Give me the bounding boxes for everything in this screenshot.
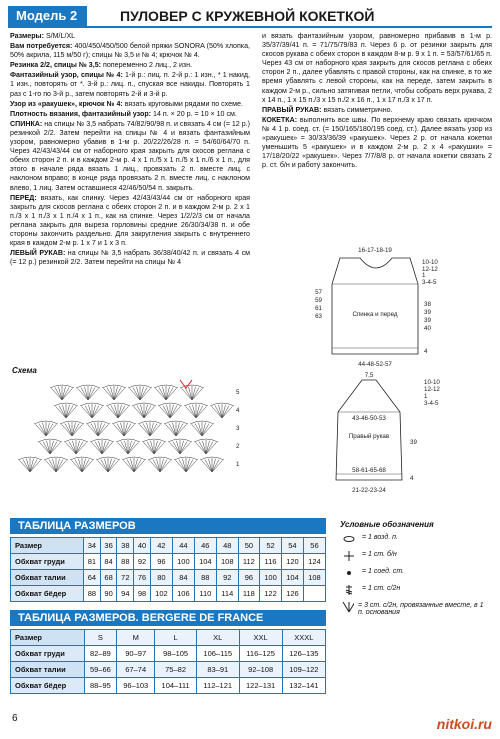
- table-cell: 84: [100, 554, 117, 570]
- sleeve-center-label: Правый рукав: [348, 433, 390, 440]
- legend-item: [340, 534, 490, 546]
- svg-text:7,5: 7,5: [364, 372, 374, 379]
- left-paragraph: [10, 61, 250, 70]
- front-bottom-width: 44-48-52-57: [358, 361, 392, 368]
- legend: [340, 520, 490, 621]
- left-paragraph: [10, 42, 250, 60]
- chart-row-number: 5: [236, 389, 240, 396]
- chart-row-number: 1: [236, 461, 240, 468]
- table-cell: 114: [216, 586, 238, 602]
- table-row: [11, 678, 326, 694]
- size-table-2-title: ТАБЛИЦА РАЗМЕРОВ. BERGERE DE FRANCE: [10, 610, 326, 626]
- table-cell: 67–74: [117, 662, 155, 678]
- table-cell: 132–141: [282, 678, 325, 694]
- page-number: 6: [12, 713, 18, 724]
- crochet-symbol-icon: [340, 534, 358, 546]
- paragraph-text: 400/450/450/500 белой пряжи SONORA (50% хлопка, 50% акрила, 115 м/50 г); спицы № 3,5 и № 4; крючок № 4.: [10, 42, 250, 60]
- table-row: [11, 646, 326, 662]
- table-cell: 83–91: [196, 662, 239, 678]
- paragraph-heading: СПИНКА:: [10, 119, 43, 128]
- model-label: Модель 2: [8, 6, 87, 26]
- svg-text:4: 4: [410, 475, 414, 482]
- table-cell: 108: [216, 554, 238, 570]
- schema-title: Схема: [12, 366, 37, 375]
- header-cell: Размер: [11, 630, 85, 646]
- table-cell: 88: [117, 554, 134, 570]
- paragraph-text: выполнить все швы. По верхнему краю связать крючком № 4 1 р. соед. ст. (= 150/165/180/195 соед. ст.). Далее вязать узор из «ракушек» = 30/33/36/39 «ракушек». Через 2 р. от начала кокетки уменьшить 5 «ракушек» и в каждом 2-м р. 2 х 4 «ракушки» = 17/18/20/22 «ракушек». Через 7/7/8/8 р. от начала кокетки связать 2 р. ст. б/н и работу закончить.: [262, 115, 492, 170]
- table-cell: 124: [303, 554, 325, 570]
- row-label: Обхват талии: [11, 570, 84, 586]
- crochet-symbol-icon: [340, 602, 354, 614]
- table-row: [11, 538, 326, 554]
- right-text-column: [262, 32, 492, 171]
- table-cell: 120: [281, 554, 303, 570]
- table-cell: 98: [134, 586, 151, 602]
- table-cell: 126–135: [282, 646, 325, 662]
- header-cell: M: [117, 630, 155, 646]
- svg-text:61: 61: [315, 305, 322, 312]
- table-cell: 36: [100, 538, 117, 554]
- table-cell: 106–115: [196, 646, 239, 662]
- paragraph-heading: Плотность вязания, фантазийный узор:: [10, 109, 152, 118]
- svg-text:59: 59: [315, 297, 322, 304]
- table-cell: 90: [100, 586, 117, 602]
- table-cell: 92: [134, 554, 151, 570]
- table-cell: 92–108: [239, 662, 282, 678]
- table-cell: 76: [134, 570, 151, 586]
- legend-item: [340, 585, 490, 597]
- svg-text:3-4-5: 3-4-5: [424, 400, 439, 407]
- table-cell: 75–82: [155, 662, 197, 678]
- legend-text: = 1 соед. ст.: [362, 568, 405, 575]
- svg-text:63: 63: [315, 313, 322, 320]
- crochet-shell-chart: [10, 376, 250, 486]
- header-cell: XL: [196, 630, 239, 646]
- table-cell: 96–103: [117, 678, 155, 694]
- size-table-2: [10, 610, 326, 694]
- header-cell: XXXL: [282, 630, 325, 646]
- chart-row-number: 3: [236, 425, 240, 432]
- page-title: ПУЛОВЕР С КРУЖЕВНОЙ КОКЕТКОЙ: [120, 8, 375, 24]
- table-cell: 122–131: [239, 678, 282, 694]
- svg-text:12-12: 12-12: [424, 386, 440, 393]
- chart-row-number: 2: [236, 443, 240, 450]
- svg-text:21-22-23-24: 21-22-23-24: [352, 487, 386, 494]
- table-cell: 98–105: [155, 646, 197, 662]
- legend-text: = 1 возд. п.: [362, 534, 398, 541]
- legend-title: Условные обозначения: [340, 520, 434, 529]
- svg-text:39: 39: [424, 309, 431, 316]
- table-cell: 112–121: [196, 678, 239, 694]
- chart-row-number: 4: [236, 407, 240, 414]
- table-cell: 48: [216, 538, 238, 554]
- table-cell: 96: [238, 570, 259, 586]
- table-cell: 96: [150, 554, 172, 570]
- paragraph-text: 14 п. × 20 р. = 10 × 10 см.: [151, 109, 237, 118]
- paragraph-heading: ПРАВЫЙ РУКАВ:: [262, 105, 322, 114]
- table-cell: 42: [150, 538, 172, 554]
- crochet-symbol-icon: [340, 585, 358, 597]
- left-paragraph: [10, 32, 250, 41]
- table-cell: 92: [216, 570, 238, 586]
- table-cell: 126: [281, 586, 303, 602]
- row-label: Обхват груди: [11, 646, 85, 662]
- paragraph-text: вязать симметрично.: [321, 105, 393, 114]
- table-row: [11, 570, 326, 586]
- paragraph-heading: Узор из «ракушек», крючок № 4:: [10, 99, 123, 108]
- table-cell: 46: [194, 538, 216, 554]
- table-cell: 88: [194, 570, 216, 586]
- svg-text:39: 39: [424, 317, 431, 324]
- paragraph-heading: ПЕРЕД:: [10, 193, 37, 202]
- table-cell: 72: [117, 570, 134, 586]
- paragraph-heading: Размеры:: [10, 32, 44, 40]
- table-row: [11, 662, 326, 678]
- right-paragraph: [262, 116, 492, 171]
- paragraph-text: S/M/L/XL: [43, 32, 76, 40]
- table-row: [11, 586, 326, 602]
- paragraph-text: попеременно 2 лиц., 2 изн.: [101, 61, 193, 70]
- paragraph-text: и вязать фантазийным узором, равномерно прибавив в 1-м р. 35/37/39/41 п. = 71/75/79/83 п. Через 6 р. от резинки закрыть для скосов рукава с обеих сторон в каждом 8-м р. 9 х 1 п. = 53/57/61/65 п. Через 43 см от наборного края закрыть для скосов реглана с обеих сторон 2 п., далее убавлять с правой стороны, как на спинке, в то же время убавлять с левой стороны, как на переде, затем закрыть в каждом 2-м р., сильно затягивая петли, чтобы собрать верх рукава, 2 х 14 п., 1 х 15 п./3 х 15 п./2 х 16 п., 1 х 17 п./3 х 17 п.: [262, 32, 492, 104]
- table-cell: 108: [303, 570, 325, 586]
- table-cell: 54: [281, 538, 303, 554]
- table-cell: 100: [172, 554, 194, 570]
- table-cell: 116–125: [239, 646, 282, 662]
- table-cell: 104–111: [155, 678, 197, 694]
- row-label: Обхват груди: [11, 554, 84, 570]
- table-cell: 88: [84, 586, 101, 602]
- table-cell: 104: [194, 554, 216, 570]
- size-table-1-title: ТАБЛИЦА РАЗМЕРОВ: [10, 518, 326, 534]
- svg-text:58-61-65-68: 58-61-65-68: [352, 467, 386, 474]
- table-cell: 40: [134, 538, 151, 554]
- table-cell: 81: [84, 554, 101, 570]
- table-cell: 52: [260, 538, 282, 554]
- svg-text:4: 4: [424, 348, 428, 355]
- table-cell: 56: [303, 538, 325, 554]
- legend-text: = 3 ст. с/2н, провязанные вместе, в 1 п. основания: [358, 602, 484, 616]
- paragraph-heading: Резинка 2/2, спицы № 3,5:: [10, 61, 102, 70]
- svg-text:1: 1: [422, 272, 426, 279]
- row-label: Обхват талии: [11, 662, 85, 678]
- left-text-column: [10, 32, 250, 268]
- paragraph-text: вязать круговыми рядами по схеме.: [122, 99, 243, 108]
- paragraph-text: на спицы № 3,5 набрать 36/38/40/42 п. и связать 4 см (= 12 р.) резинкой 2/2. Затем перейти на спицы № 4: [10, 249, 250, 267]
- sleeve-pattern-diagram: [300, 372, 460, 500]
- table-cell: 90–97: [117, 646, 155, 662]
- front-center-label: Спинка и перед: [352, 311, 398, 318]
- table-cell: 94: [117, 586, 134, 602]
- svg-text:39: 39: [410, 439, 417, 446]
- svg-text:3-4-5: 3-4-5: [422, 279, 437, 286]
- crochet-symbol-icon: [340, 551, 358, 563]
- table-cell: 82–89: [84, 646, 117, 662]
- paragraph-heading: КОКЕТКА:: [262, 115, 298, 124]
- sleeve-outline: [336, 380, 402, 480]
- table-cell: 68: [100, 570, 117, 586]
- svg-text:10-10: 10-10: [424, 379, 440, 386]
- header-cell: L: [155, 630, 197, 646]
- crochet-symbol-icon: [340, 568, 358, 580]
- left-paragraph: [10, 249, 250, 267]
- page-header: [8, 6, 492, 28]
- front-back-pattern-diagram: [300, 244, 450, 374]
- watermark: nitkoi.ru: [436, 716, 492, 732]
- front-back-outline: [332, 258, 418, 354]
- table-cell: 80: [150, 570, 172, 586]
- table-cell: 100: [260, 570, 282, 586]
- table-cell: 118: [238, 586, 259, 602]
- table-cell: 110: [194, 586, 216, 602]
- size-table-1: [10, 518, 326, 602]
- table-cell: 112: [238, 554, 259, 570]
- paragraph-heading: Фантазийный узор, спицы № 4:: [10, 71, 123, 80]
- table-cell: 44: [172, 538, 194, 554]
- svg-text:12-12: 12-12: [422, 266, 438, 273]
- table-cell: 116: [260, 554, 282, 570]
- left-paragraph: [10, 194, 250, 249]
- table-cell: 50: [238, 538, 259, 554]
- table-cell: 84: [172, 570, 194, 586]
- table-cell: 59–66: [84, 662, 117, 678]
- legend-item: [340, 568, 490, 580]
- svg-text:57: 57: [315, 289, 322, 296]
- left-paragraph: [10, 120, 250, 193]
- table-cell: 106: [172, 586, 194, 602]
- paragraph-text: на спицы № 3,5 набрать 74/82/90/98 п. и связать 4 см (= 12 р.) резинкой 2/2. Затем перейти на спицы № 4 и вязать фантазийным узором, равномерно убавив в 1-м р. 20/22/26/28 п. = 54/60/64/70 п. Через 42/43/43/44 см от наборного края закрыть для скосов реглана с обеих сторон 2 п. и в каждом 2-м р. 4 х 1 п./5 х 1 п./5 х 1 п./6 х 1 п., для этого в начале ряда вязать 1 лиц., провязать 2 п. вместе лиц. с наклоном вправо; в конце ряда провязать 2 п. вместе лиц. с наклоном влево, 1 лиц. Затем оставшиеся 42/46/50/54 п. закрыть.: [10, 119, 250, 192]
- svg-text:43-46-50-53: 43-46-50-53: [352, 415, 386, 422]
- table-header-row: [11, 630, 326, 646]
- table-cell: 38: [117, 538, 134, 554]
- legend-text: = 1 ст. б/н: [362, 551, 397, 558]
- right-paragraph: [262, 32, 492, 105]
- front-top-width: 16-17-18-19: [358, 247, 392, 254]
- table-cell: 64: [84, 570, 101, 586]
- header-cell: XXL: [239, 630, 282, 646]
- svg-text:38: 38: [424, 301, 431, 308]
- left-paragraph: [10, 100, 250, 109]
- paragraph-text: вязать, как спинку. Через 42/43/43/44 см от наборного края закрыть для скосов реглана с обеих сторон 2 п. и в каждом 2-м р. 2 х 1 п./3 х 1 п./3 х 1 п./4 х 1 п., как на спинке. Через 1/2/2/3 см от начала реглана закрыть для выреза горловины средние 26/30/34/38 п. и обе стороны закончить раздельно. Для закругления закрыть с внутреннего края в каждом 2-м р. 1 х 7 и 1 х 3 п.: [10, 193, 250, 248]
- table-cell: [303, 586, 325, 602]
- row-label: Размер: [11, 538, 84, 554]
- left-paragraph: [10, 71, 250, 98]
- paragraph-text: 1-й р.: лиц. п. 2-й р.: 1 изн., * 1 накид, 1 изн., повторять от *. 3-й р.: лиц. п., спуская все накиды. Повторять 1 раз с 1-го по 3-й р., затем повторять 2-й и 3-й р.: [10, 71, 250, 98]
- table-cell: 104: [281, 570, 303, 586]
- paragraph-heading: Вам потребуется:: [10, 42, 73, 51]
- table-cell: 122: [260, 586, 282, 602]
- table-cell: 88–95: [84, 678, 117, 694]
- legend-item: [340, 551, 490, 563]
- row-label: Обхват бёдер: [11, 678, 85, 694]
- header-cell: S: [84, 630, 117, 646]
- table-row: [11, 554, 326, 570]
- table-cell: 109–122: [282, 662, 325, 678]
- paragraph-heading: ЛЕВЫЙ РУКАВ:: [10, 249, 66, 258]
- svg-text:40: 40: [424, 325, 431, 332]
- legend-text: = 1 ст. с/2н: [362, 585, 401, 592]
- right-paragraph: [262, 106, 492, 115]
- table-cell: 34: [84, 538, 101, 554]
- svg-text:1: 1: [424, 393, 428, 400]
- table-cell: 102: [150, 586, 172, 602]
- svg-text:10-10: 10-10: [422, 259, 438, 266]
- row-label: Обхват бёдер: [11, 586, 84, 602]
- legend-item: [340, 602, 490, 616]
- left-paragraph: [10, 110, 250, 119]
